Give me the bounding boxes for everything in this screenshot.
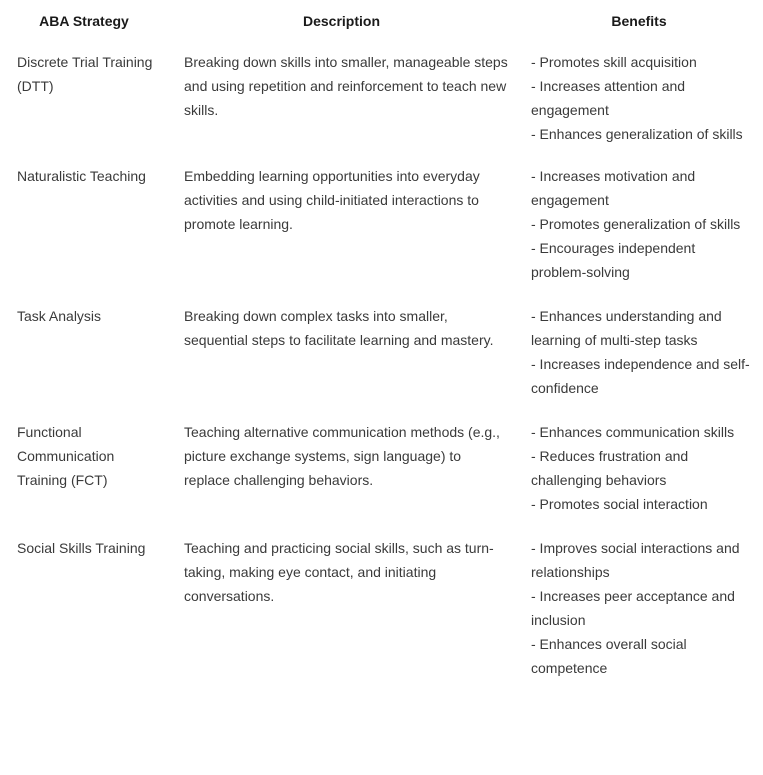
strategy-cell: Social Skills Training	[17, 540, 146, 556]
benefits-cell	[515, 40, 763, 154]
description-cell: Breaking down complex tasks into smaller, sequential steps to facilitate learning and mastery.	[184, 308, 494, 348]
description-cell: Teaching alternative communication methods (e.g., picture exchange systems, sign language) to replace challenging behaviors.	[184, 424, 500, 488]
strategy-cell: Task Analysis	[17, 308, 102, 324]
benefit-item: - Encourages independent problem-solving	[531, 240, 696, 280]
benefits-cell	[515, 294, 763, 410]
benefits-cell	[515, 154, 763, 294]
description-cell: Teaching and practicing social skills, such as turn-taking, making eye contact, and initiating conversations.	[184, 540, 494, 604]
benefit-item: - Increases peer acceptance and inclusion	[531, 588, 735, 628]
table-row	[0, 154, 763, 294]
strategy-cell: Functional Communication Training (FCT)	[17, 424, 115, 488]
header-aba-strategy: ABA Strategy	[39, 13, 129, 29]
table-row	[0, 40, 763, 154]
benefit-item: - Enhances communication skills	[531, 424, 735, 440]
benefit-item: - Enhances generalization of skills	[531, 126, 743, 142]
benefit-item: - Enhances understanding and learning of multi-step tasks	[531, 308, 722, 348]
benefit-item: - Promotes skill acquisition	[531, 54, 697, 70]
table-header-row	[0, 0, 763, 40]
benefits-cell	[515, 410, 763, 526]
benefits-cell	[515, 526, 763, 690]
table-row	[0, 526, 763, 690]
benefit-item: - Enhances overall social competence	[531, 636, 687, 676]
benefit-item: - Increases attention and engagement	[531, 78, 686, 118]
benefit-item: - Increases motivation and engagement	[531, 168, 696, 208]
benefit-item: - Promotes generalization of skills	[531, 216, 741, 232]
table-row	[0, 294, 763, 410]
header-description: Description	[302, 13, 380, 29]
header-benefits: Benefits	[611, 13, 667, 29]
strategy-cell: Naturalistic Teaching	[17, 168, 146, 184]
benefit-item: - Reduces frustration and challenging behaviors	[531, 448, 689, 488]
table-row	[0, 410, 763, 526]
description-cell: Embedding learning opportunities into everyday activities and using child-initiated interactions to promote learning.	[184, 168, 480, 232]
strategy-cell: Discrete Trial Training (DTT)	[17, 54, 153, 94]
benefit-item: - Improves social interactions and relationships	[531, 540, 740, 580]
description-cell: Breaking down skills into smaller, manageable steps and using repetition and reinforcement to teach new skills.	[184, 54, 508, 118]
benefit-item: - Increases independence and self-confidence	[531, 356, 750, 396]
benefit-item: - Promotes social interaction	[531, 496, 708, 512]
